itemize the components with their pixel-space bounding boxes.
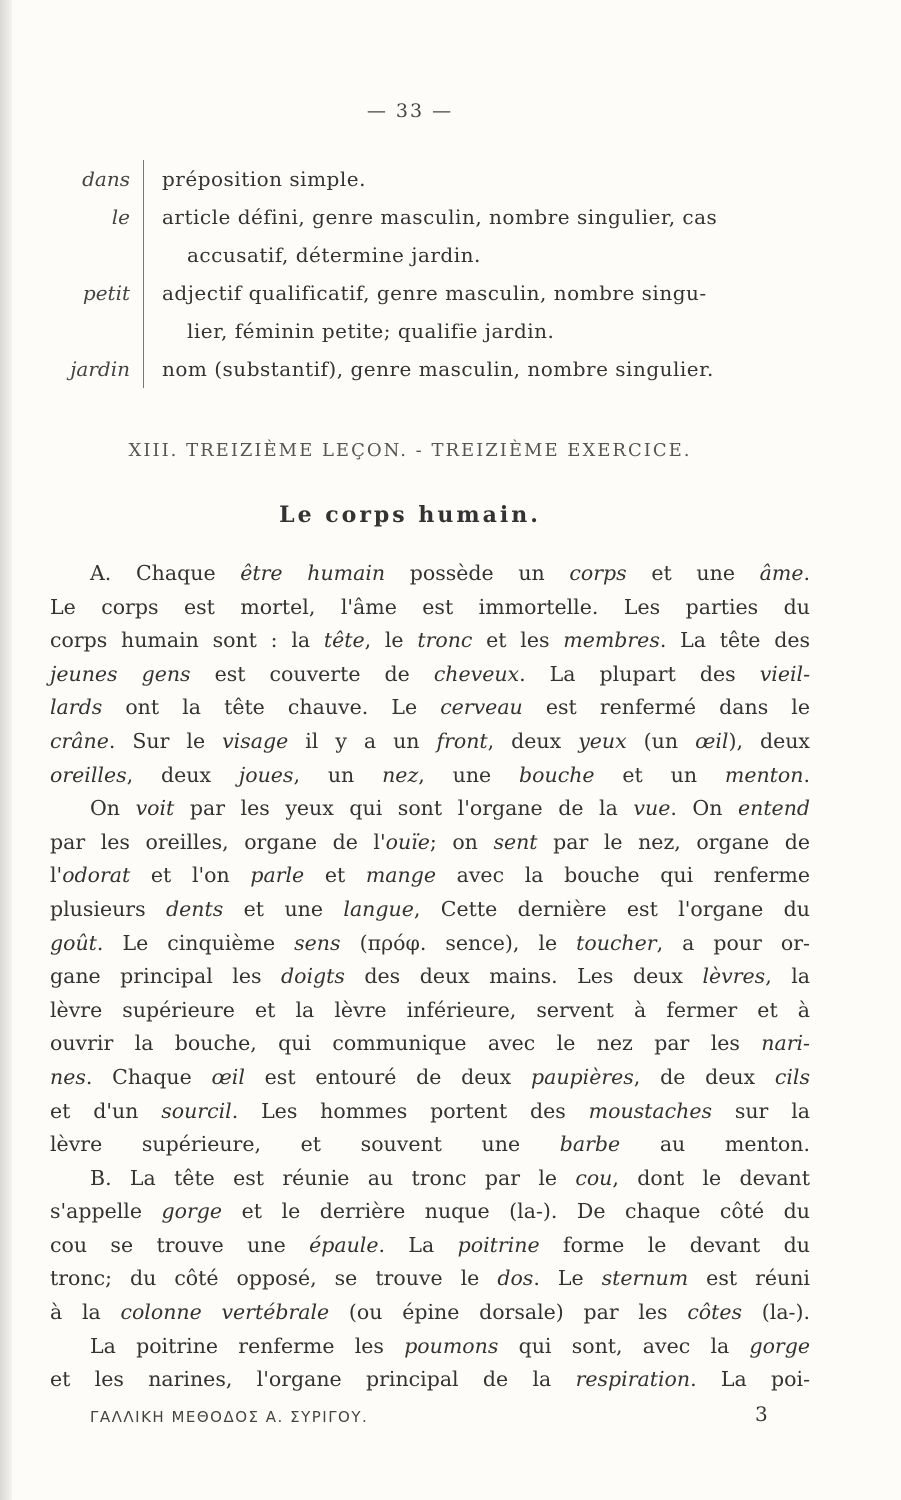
analysis-line: adjectif qualificatif, genre masculin, nombre singu-	[162, 281, 707, 305]
body-line: B. La tête est réunie au tronc par le cou, dont le devant	[90, 1165, 810, 1190]
body-line: ouvrir la bouche, qui communique avec le nez par les nari-	[50, 1031, 810, 1056]
lesson-heading: XIII. TREIZIÈME LEÇON. - TREIZIÈME EXERCICE.	[128, 440, 692, 461]
analysis-description	[144, 198, 820, 274]
body-line: s'appelle gorge et le derrière nuque (la-). De chaque côté du	[50, 1199, 810, 1224]
body-line: oreilles, deux joues, un nez, une bouche et un menton.	[50, 762, 810, 787]
body-line: tronc; du côté opposé, se trouve le dos. Le sternum est réuni	[50, 1266, 810, 1291]
grammatical-analysis	[40, 160, 820, 388]
analysis-description	[144, 350, 820, 388]
body-line: nes. Chaque œil est entouré de deux paupières, de deux cils	[50, 1064, 811, 1089]
body-line: La poitrine renferme les poumons qui sont, avec la gorge	[90, 1333, 810, 1358]
analysis-row	[40, 350, 820, 388]
analysis-line: article défini, genre masculin, nombre singulier, cas	[162, 205, 718, 229]
body-line: et d'un sourcil. Les hommes portent des moustaches sur la	[50, 1098, 810, 1123]
analysis-line: accusatif, détermine jardin.	[187, 243, 481, 267]
body-line: lèvre supérieure et la lèvre inférieure, servent à fermer et à	[50, 997, 810, 1022]
body-line: crâne. Sur le visage il y a un front, deux yeux (un œil), deux	[50, 728, 810, 753]
analysis-word: le	[40, 198, 144, 274]
body-line: lards ont la tête chauve. Le cerveau est renfermé dans le	[50, 695, 810, 720]
analysis-row	[40, 160, 820, 198]
page-number: — 33 —	[366, 100, 454, 122]
footer-title: ΓΑΛΛΙΚΗ ΜΕΘΟΔΟΣ Α. ΣΥΡΙΓΟΥ.	[90, 1408, 369, 1426]
body-line: par les oreilles, organe de l'ouïe; on sent par le nez, organe de	[50, 829, 810, 854]
analysis-line: nom (substantif), genre masculin, nombre singulier.	[162, 357, 714, 381]
body-line: et les narines, l'organe principal de la respiration. La poi-	[50, 1367, 810, 1392]
body-line: cou se trouve une épaule. La poitrine forme le devant du	[50, 1232, 810, 1257]
analysis-line: préposition simple.	[162, 167, 366, 191]
signature-number: 3	[755, 1402, 768, 1426]
body-line: à la colonne vertébrale (ou épine dorsale) par les côtes (la-).	[50, 1300, 810, 1325]
analysis-row	[40, 198, 820, 274]
body-line: On voit par les yeux qui sont l'organe de la vue. On entend	[90, 796, 811, 821]
section-title: Le corps humain.	[279, 502, 541, 528]
body-line: plusieurs dents et une langue, Cette dernière est l'organe du	[50, 896, 810, 921]
body-line: Le corps est mortel, l'âme est immortelle. Les parties du	[50, 594, 810, 619]
analysis-description	[144, 274, 820, 350]
page-edge	[0, 0, 12, 1500]
body-line: corps humain sont : la tête, le tronc et les membres. La tête des	[50, 628, 810, 653]
body-line: goût. Le cinquième sens (πρόφ. sence), le toucher, a pour or-	[50, 930, 810, 955]
analysis-word: jardin	[40, 350, 144, 388]
body-line: A. Chaque être humain possède un corps et une âme.	[90, 561, 810, 585]
body-line: l'odorat et l'on parle et mange avec la bouche qui renferme	[50, 863, 811, 888]
analysis-line: lier, féminin petite; qualifie jardin.	[187, 319, 555, 343]
analysis-word: dans	[40, 160, 144, 198]
analysis-word: petit	[40, 274, 144, 350]
body-text	[50, 557, 810, 1397]
analysis-row	[40, 274, 820, 350]
analysis-description	[144, 160, 820, 198]
body-line: lèvre supérieure, et souvent une barbe au menton.	[50, 1132, 810, 1157]
body-line: gane principal les doigts des deux mains. Les deux lèvres, la	[50, 964, 810, 989]
body-line: jeunes gens est couverte de cheveux. La plupart des vieil-	[50, 661, 810, 686]
